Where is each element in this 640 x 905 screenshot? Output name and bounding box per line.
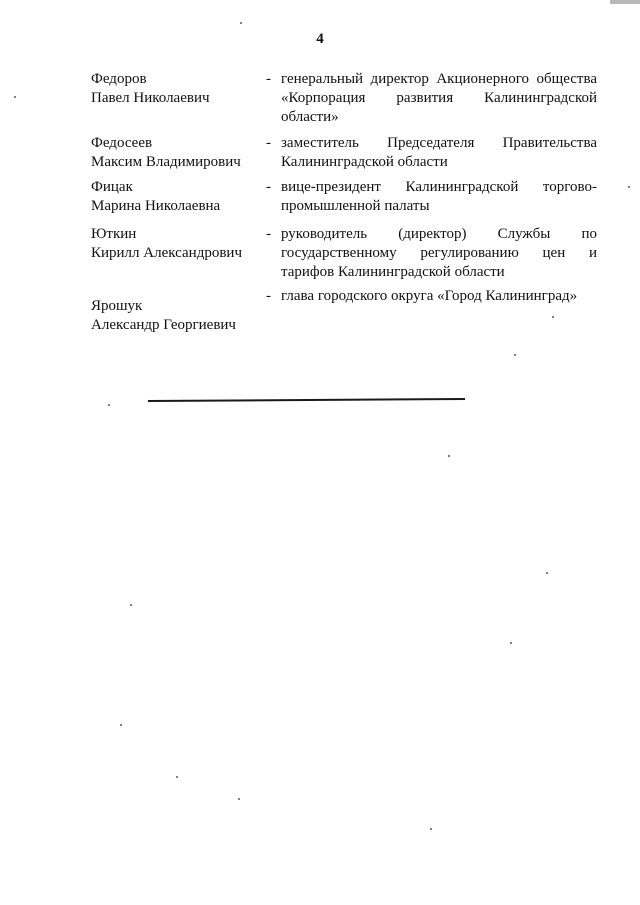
page-number: 4	[316, 31, 324, 47]
position-line: тарифов Калининградской области	[281, 264, 505, 280]
position-line: области»	[281, 109, 339, 125]
member-name	[91, 134, 266, 172]
scan-speck	[14, 96, 16, 98]
separator-dash: -	[266, 288, 271, 304]
scan-speck	[240, 22, 242, 24]
scan-speck	[448, 455, 450, 457]
scan-speck	[176, 776, 178, 778]
position-line: «Корпорация развития Калининградской	[281, 90, 597, 106]
scan-speck	[120, 724, 122, 726]
member-given-names: Максим Владимирович	[91, 154, 241, 170]
separator-dash: -	[266, 226, 271, 242]
member-surname: Федоров	[91, 71, 147, 87]
member-surname: Фицак	[91, 179, 133, 195]
scan-speck	[552, 316, 554, 318]
member-given-names: Марина Николаевна	[91, 198, 221, 214]
member-name	[91, 225, 266, 263]
position-line: генеральный директор Акционерного общества	[281, 71, 597, 87]
closing-divider-line	[148, 398, 465, 402]
member-given-names: Александр Георгиевич	[91, 317, 236, 333]
position-line: государственному регулированию цен и	[281, 245, 597, 261]
member-surname: Ярошук	[91, 298, 143, 314]
member-position	[281, 287, 597, 306]
separator-dash: -	[266, 71, 271, 87]
scan-speck	[510, 642, 512, 644]
scan-speck	[238, 798, 240, 800]
position-line: заместитель Председателя Правительства	[281, 135, 597, 151]
scan-speck	[130, 604, 132, 606]
scan-speck	[546, 572, 548, 574]
member-position	[281, 225, 597, 282]
scan-artifact	[610, 0, 640, 4]
position-line: руководитель (директор) Службы по	[281, 226, 597, 242]
position-line: вице-президент Калининградской торгово-	[281, 179, 597, 195]
separator-dash: -	[266, 135, 271, 151]
scan-speck	[108, 404, 110, 406]
member-name	[91, 178, 266, 216]
member-name	[91, 297, 266, 335]
scan-speck	[430, 828, 432, 830]
member-name	[91, 70, 266, 108]
member-position	[281, 134, 597, 172]
member-position	[281, 178, 597, 216]
position-line: Калининградской области	[281, 154, 448, 170]
separator-dash: -	[266, 179, 271, 195]
member-surname: Юткин	[91, 226, 137, 242]
member-given-names: Кирилл Александрович	[91, 245, 242, 261]
member-surname: Федосеев	[91, 135, 153, 151]
member-given-names: Павел Николаевич	[91, 90, 210, 106]
position-line: промышленной палаты	[281, 198, 430, 214]
scan-speck	[514, 354, 516, 356]
position-line: глава городского округа «Город Калининград»	[281, 288, 578, 304]
member-position	[281, 70, 597, 127]
scan-speck	[628, 186, 630, 188]
